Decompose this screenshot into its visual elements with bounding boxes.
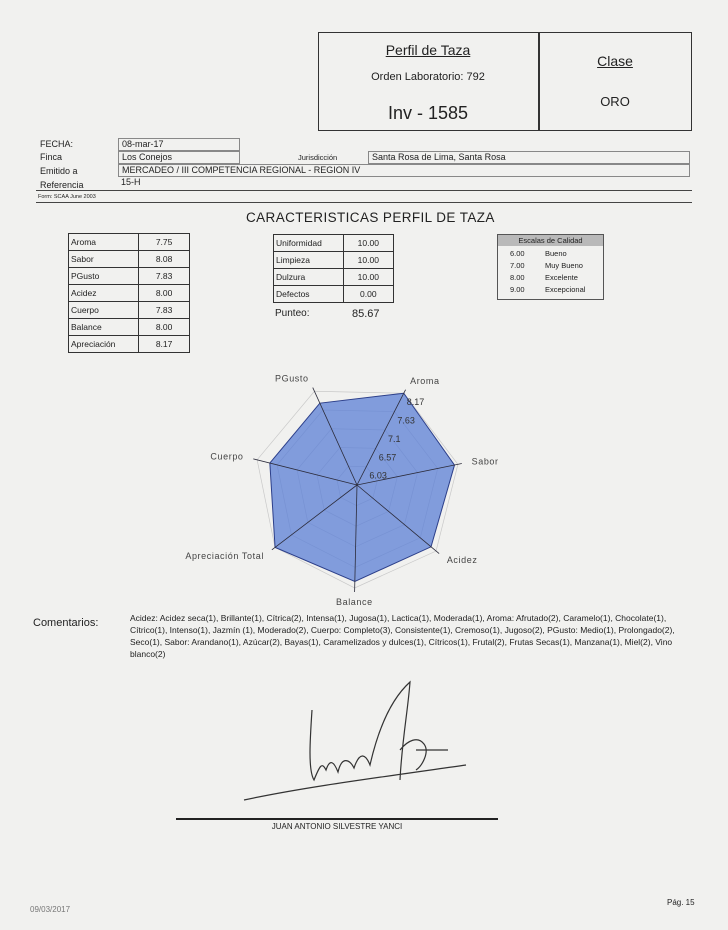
quality-row xyxy=(274,252,394,269)
attribute-row xyxy=(69,251,190,268)
fecha-label: FECHA: xyxy=(40,139,74,149)
radar-axis-label: Aroma xyxy=(410,375,440,386)
radar-axis-label: Apreciación Total xyxy=(185,550,264,561)
divider-top xyxy=(36,190,692,191)
referencia-value: 15-H xyxy=(121,177,141,187)
emitido-value: MERCADEO / III COMPETENCIA REGIONAL - REGION IV xyxy=(118,164,690,177)
radar-series-polygon xyxy=(270,393,455,581)
page-number: Pág. 15 xyxy=(667,898,695,907)
scale-score: 9.00 xyxy=(510,285,525,294)
attribute-row xyxy=(69,319,190,336)
attribute-value: 7.83 xyxy=(139,268,190,285)
comments-text: Acidez: Acidez seca(1), Brillante(1), Cítrica(2), Intensa(1), Jugosa(1), Lactica(1), Moderada(1), Aroma: Afrutado(2), Caramelo(1), Chocolate(1), Cítrico(1), Intenso(1), Jazmín (1), Moderado(2), Cuerpo: Completo(3), Consistente(1), Cremoso(1), Jugoso(2), PGusto: Medio(1), Prolongado(2), Seco(1), Sabor: Arandano(1), Azúcar(2), Bayas(1), Caramelizados y dulces(1), Cítricos(1), Frutal(2), Frutas Secas(1), Manzana(1), Miel(2), Vino blanco(2) xyxy=(130,613,675,659)
radar-axis-label: PGusto xyxy=(274,373,309,384)
radar-ring-label: 6.57 xyxy=(378,452,397,463)
page-title: Perfil de Taza xyxy=(385,42,471,58)
divider-bottom xyxy=(36,202,692,203)
quality-name: Dulzura xyxy=(274,269,344,286)
attribute-name: Apreciación xyxy=(69,336,139,353)
footer-date: 09/03/2017 xyxy=(30,905,71,914)
quality-name: Limpieza xyxy=(274,252,344,269)
attribute-value: 8.17 xyxy=(139,336,190,353)
radar-axis-label: Sabor xyxy=(471,456,499,467)
scale-label: Excelente xyxy=(545,273,578,282)
scale-label: Bueno xyxy=(545,249,567,258)
attribute-row xyxy=(69,336,190,353)
attribute-name: Cuerpo xyxy=(69,302,139,319)
quality-name: Uniformidad xyxy=(274,235,344,252)
radar-ring-label: 7.63 xyxy=(397,415,415,426)
inventory-number: Inv - 1585 xyxy=(387,103,469,123)
attribute-value: 8.08 xyxy=(139,251,190,268)
quality-row xyxy=(274,286,394,303)
signature-line xyxy=(176,818,498,820)
scale-label: Muy Bueno xyxy=(545,261,583,270)
attributes-table xyxy=(68,233,190,353)
clase-label: Clase xyxy=(597,53,633,69)
clase-value: ORO xyxy=(600,94,630,109)
radar-ring-label: 7.1 xyxy=(388,433,401,444)
attribute-value: 8.00 xyxy=(139,285,190,302)
punteo-value: 85.67 xyxy=(352,308,380,320)
jurisdiccion-value: Santa Rosa de Lima, Santa Rosa xyxy=(368,151,690,164)
attribute-value: 8.00 xyxy=(139,319,190,336)
attribute-name: Aroma xyxy=(69,234,139,251)
radar-axis-label: Balance xyxy=(336,596,373,607)
signature-name: JUAN ANTONIO SILVESTRE YANCI xyxy=(271,822,403,831)
emitido-label: Emitido a xyxy=(40,166,78,176)
comments-label: Comentarios: xyxy=(33,617,99,629)
quality-name: Defectos xyxy=(274,286,344,303)
attribute-name: Acidez xyxy=(69,285,139,302)
quality-row xyxy=(274,269,394,286)
attribute-name: PGusto xyxy=(69,268,139,285)
attribute-row xyxy=(69,268,190,285)
radar-ring-label: 6.03 xyxy=(369,470,387,481)
punteo-label: Punteo: xyxy=(275,308,310,319)
fecha-value: 08-mar-17 xyxy=(118,138,240,151)
lab-order: Orden Laboratorio: 792 xyxy=(371,71,485,83)
quality-value: 0.00 xyxy=(343,286,393,303)
attribute-name: Balance xyxy=(69,319,139,336)
quality-value: 10.00 xyxy=(343,252,393,269)
scale-score: 7.00 xyxy=(510,261,525,270)
jurisdiccion-label: Jurisdicción xyxy=(298,153,338,162)
attribute-value: 7.75 xyxy=(139,234,190,251)
scale-score: 6.00 xyxy=(510,249,525,258)
attribute-row xyxy=(69,302,190,319)
radar-axis-label: Acidez xyxy=(446,554,478,565)
quality-value: 10.00 xyxy=(343,235,393,252)
header-divider xyxy=(538,32,540,131)
finca-label: Finca xyxy=(40,152,63,162)
radar-ring-label: 8.17 xyxy=(406,397,425,408)
radar-chart xyxy=(185,360,500,610)
scale-label: Excepcional xyxy=(545,285,586,294)
scale-score: 8.00 xyxy=(510,273,525,282)
radar-axis-label: Cuerpo xyxy=(210,451,244,462)
attribute-row xyxy=(69,285,190,302)
finca-value: Los Conejos xyxy=(118,151,240,164)
referencia-label: Referencia xyxy=(40,180,84,190)
attribute-name: Sabor xyxy=(69,251,139,268)
form-note: Form: SCAA June 2003 xyxy=(38,194,96,200)
quality-scales-title: Escalas de Calidad xyxy=(498,235,603,246)
quality-row xyxy=(274,235,394,252)
signature xyxy=(240,670,470,810)
section-title: CARACTERISTICAS PERFIL DE TAZA xyxy=(246,210,495,225)
quality-value: 10.00 xyxy=(343,269,393,286)
attribute-row xyxy=(69,234,190,251)
attribute-value: 7.83 xyxy=(139,302,190,319)
quality-table xyxy=(273,234,394,303)
